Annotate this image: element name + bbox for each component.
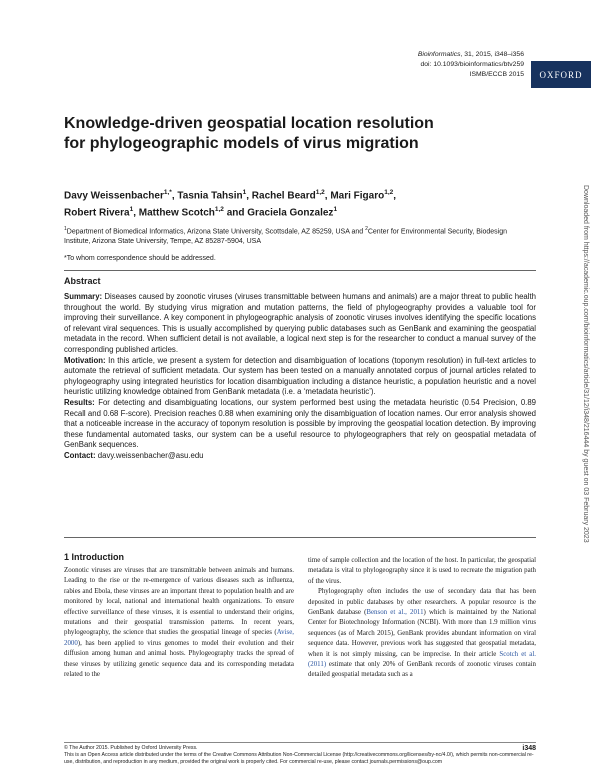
abstract-summary <box>64 292 536 356</box>
intro-left-column <box>64 566 294 680</box>
author-name: Rachel Beard <box>251 190 316 202</box>
summary-text: Diseases caused by zoonotic viruses (viruses transmittable between humans and animals) are a major threat to public health throughout the world. By studying virus migration and mutation patterns, the field of phylogeography provides a valuable tool for improving their surveillance. A key component in phylogeographic analysis of zoonotic viruses involves identifying the specific locations of relevant viral sequences. This is usually accomplished by querying public databases such as GenBank and examining the geospatial metadata in the record. When sufficient detail is not available, a logical next step is for the researcher to conduct a manual survey of the corresponding published articles. <box>64 292 536 354</box>
footer-divider <box>64 742 536 743</box>
author-name: Tasnia Tahsin <box>177 190 243 202</box>
intro-text: ), has been applied to virus genomes to model their evolution and their diffusion among human and animal hosts. Phylogeography tracks the spread of these viruses by utilizing genetic sequence data and its corresponding metadata related to the <box>64 639 294 679</box>
intro-text: ) which is maintained by the National Center for Biotechnology Information (NCBI). With more than 1.9 million virus sequences (as of March 2015), GenBank provides abundant information on viral sequence data. However, previous work has suggested that geospatial metadata, when it is not simply missing, can be imprecise. In their article <box>308 609 536 658</box>
motivation-label: Motivation: <box>64 355 106 365</box>
author-name: Mari Figaro <box>330 190 385 202</box>
affiliation-number: 2 <box>365 226 368 232</box>
author-separator: , <box>246 190 252 202</box>
author-separator: , <box>324 190 331 202</box>
abstract-contact <box>64 451 536 462</box>
oxford-logo: OXFORD <box>531 61 591 88</box>
abstract-motivation <box>64 356 536 398</box>
author-name: Robert Rivera <box>64 207 130 219</box>
abstract-divider <box>64 270 536 271</box>
page-number: i348 <box>522 745 536 752</box>
contact-email[interactable]: davy.weissenbacher@asu.edu <box>95 450 204 460</box>
doi[interactable]: doi: 10.1093/bioinformatics/btv259 <box>420 61 524 68</box>
author-separator: , <box>133 207 139 219</box>
correspondence-note: *To whom correspondence should be addressed. <box>64 255 216 262</box>
intro-paragraph-1-cont: time of sample collection and the location of the host. In particular, the geospatial metadata is vital to phylogeography since it is used to recreate the migration path of the virus. <box>308 557 536 585</box>
affiliation-number: 1 <box>64 226 67 232</box>
abstract-results <box>64 398 536 451</box>
license-text: This is an Open Access article distributed under the terms of the Creative Commons Attribution Non-Commercial License (http://creativecommons.org/licenses/by-nc/4.0/), which permits non-commercial re-use, distribution, and reproduction in any medium, provided the original work is properly cited. For commercial re-use, please contact journals.permissions@oup.com <box>64 752 534 766</box>
author-name: Graciela Gonzalez <box>247 207 334 219</box>
download-note: Downloaded from https://academic.oup.com/bioinformatics/article/31/12/i348/216444 by guest on 03 February 2023 <box>582 185 589 543</box>
intro-right-column <box>308 556 536 681</box>
affiliation-1: Department of Biomedical Informatics, Arizona State University, Scottsdale, AZ 85259, USA and <box>66 228 366 236</box>
citation-link[interactable]: Scotch et al. (2011) <box>308 650 536 669</box>
abstract-heading: Abstract <box>64 276 101 286</box>
intro-paragraph-1 <box>64 566 294 680</box>
intro-text: Phylogeography often includes the use of secondary data that has been deposited in public databases by other researchers. A popular resource is the GenBank database ( <box>308 588 536 617</box>
affiliation-2: Center for Environmental Security, Biodesign Institute, Arizona State University, Tempe, AZ 85287-5904, USA <box>64 228 508 246</box>
author-affiliation: 1 <box>129 206 134 214</box>
journal-citation: , 31, 2015, i348–i356 <box>460 51 524 58</box>
author-separator: and <box>223 207 248 219</box>
citation-link[interactable]: Avise, 2000 <box>64 629 294 647</box>
author-affiliation: 1,2 <box>384 189 394 196</box>
author-separator: , <box>393 190 397 202</box>
intro-text: Zoonotic viruses are viruses that are transmittable between animals and humans. Leading to the rise or the re-emergence of various diseases such as influenza, rabies and Ebola, these viruses are an important threat to population health and are monitored by local, national and international health organizations. To ensure effective surveillance of these viruses, it is essential to understand their origins, mutations and their geospatial transmission patterns. In recent years, phylogeography, the science that studies the geospatial lineage of species ( <box>64 567 294 637</box>
summary-label: Summary: <box>64 292 103 301</box>
author-name: Davy Weissenbacher <box>64 190 164 202</box>
author-separator: , <box>171 190 178 202</box>
contact-label: Contact: <box>64 450 96 460</box>
affiliations <box>64 224 534 247</box>
author-name: Matthew Scotch <box>138 207 215 219</box>
citation-link[interactable]: Benson et al., 2011 <box>366 609 424 617</box>
section-divider <box>64 537 536 538</box>
journal-name: Bioinformatics <box>417 51 461 58</box>
author-affiliation: 1 <box>333 206 338 214</box>
corresponding-mark: * <box>169 189 172 196</box>
author-list <box>64 186 524 221</box>
author-affiliation: 1, <box>163 189 170 196</box>
conference-label: ISMB/ECCB 2015 <box>469 71 524 78</box>
download-sidebar <box>580 185 594 565</box>
article-title: Knowledge-driven geospatial location resolution for phylogeographic models of virus migration <box>64 115 434 152</box>
intro-paragraph-2 <box>308 587 536 681</box>
introduction-heading: 1 Introduction <box>64 552 124 562</box>
author-affiliation: 1,2 <box>315 189 325 196</box>
motivation-text: In this article, we present a system for detection and disambiguation of locations (toponym resolution) in full-text articles to automate the retrieval of sufficient metadata. Our system has been tested on a manually annotated corpus of journal articles related to phylogeography using integrated heuristics for location disambiguation including a distance heuristic, a population heuristic and a novel heuristic utilizing knowledge obtained from GenBank metadata (i.e. a ‘metadata heuristic’). <box>64 355 536 397</box>
intro-text: estimate that only 20% of GenBank records of zoonotic viruses contain detailed geospatial metadata such as a <box>308 661 536 679</box>
results-text: For detecting and disambiguating locations, our system performed best using the metadata heuristic (0.54 Precision, 0.89 Recall and 0.68 F-score). Precision reaches 0.88 when examining only the disambiguation of location names. Our error analysis showed that a noticeable increase in the accuracy of toponym resolution is possible by improving the geospatial location detection. By improving these fundamental automated tasks, our system can be a useful resource to phylogeographers that rely on geospatial metadata of GenBank sequences. <box>64 397 536 450</box>
author-affiliation: 1,2 <box>214 206 224 214</box>
footer <box>64 745 536 767</box>
author-affiliation: 1 <box>242 189 247 196</box>
copyright-line: © The Author 2015. Published by Oxford University Press. <box>64 745 198 751</box>
results-label: Results: <box>64 397 95 407</box>
abstract-body <box>64 292 536 462</box>
journal-meta <box>324 50 524 80</box>
